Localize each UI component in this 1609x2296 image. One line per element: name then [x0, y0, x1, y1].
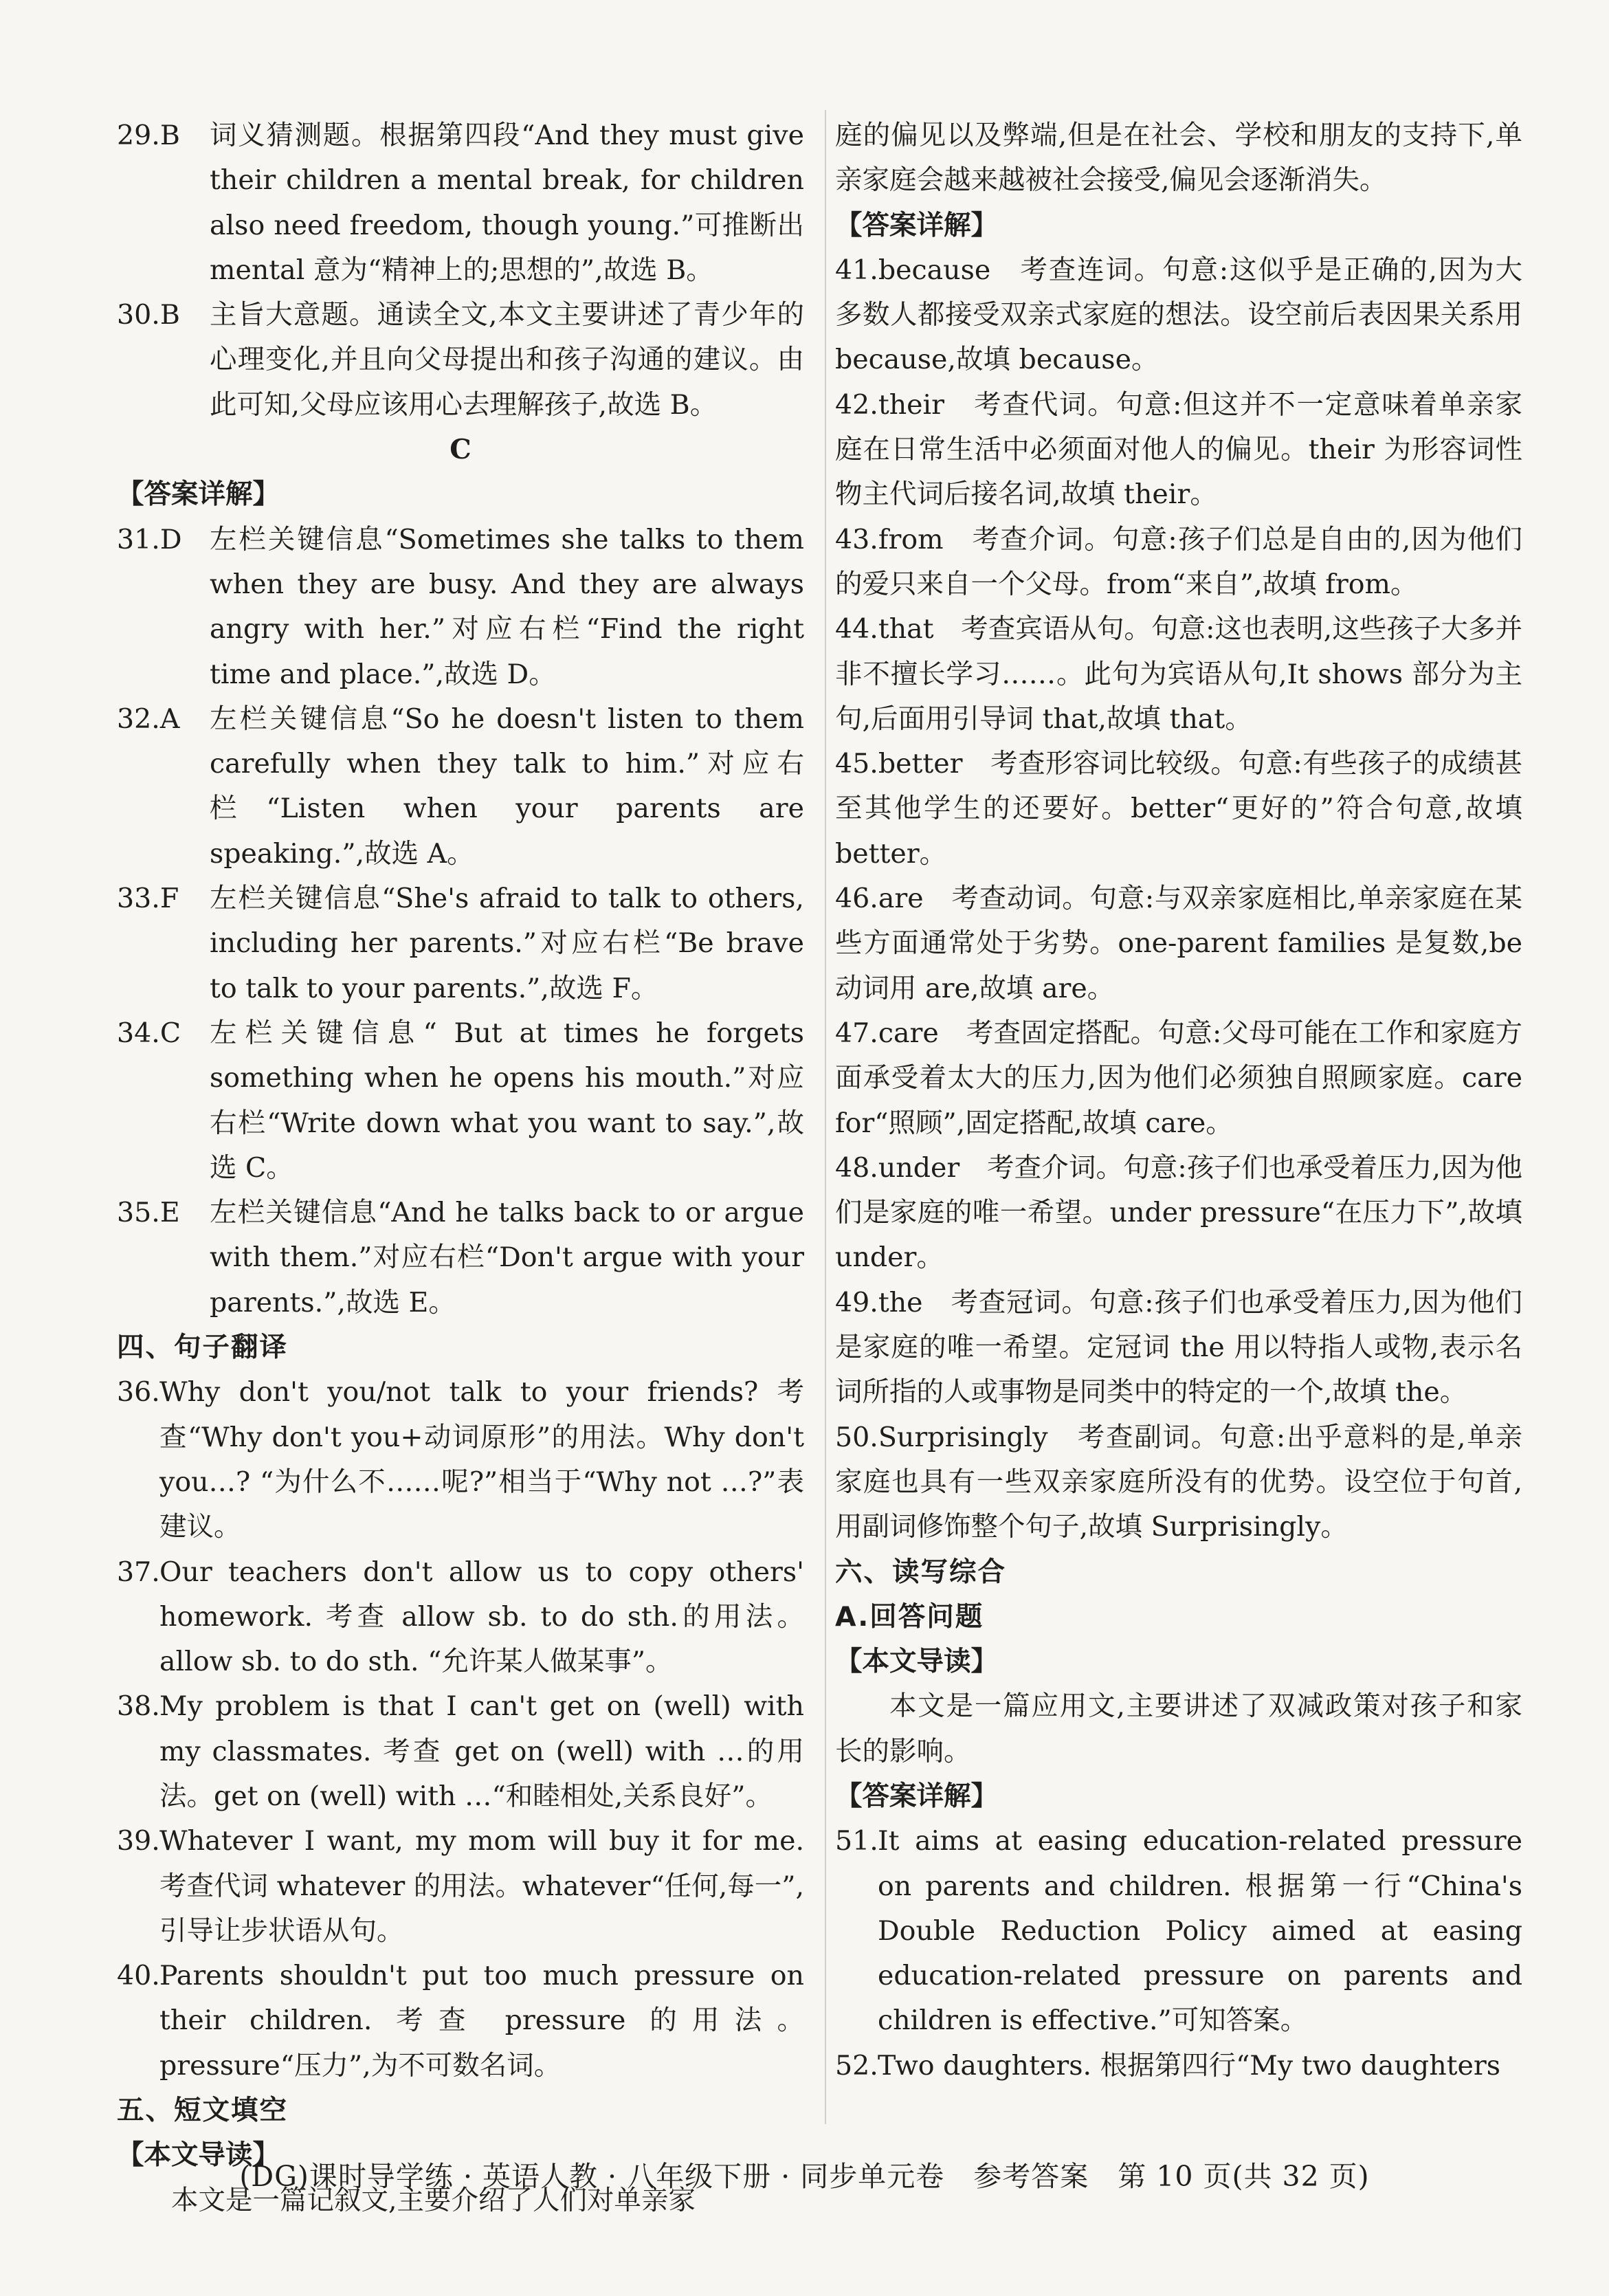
item-number: 36.	[117, 1376, 160, 1409]
item-text: Our teachers don't allow us to copy others' homework. 考查 allow sb. to do sth.的用法。allow sb. to do sth. “允许某人做某事”。	[159, 1556, 804, 1678]
fill-item	[835, 607, 1522, 742]
intro-text: 本文是一篇应用文,主要讲述了双减政策对孩子和家长的影响。	[835, 1690, 1522, 1767]
right-column	[835, 113, 1522, 2088]
item-number: 47.care	[835, 1017, 939, 1049]
answer-detail-label: 【答案详解】	[117, 478, 280, 511]
translation-item	[117, 1370, 804, 1549]
fill-item	[835, 1011, 1522, 1146]
translation-item	[117, 1954, 804, 2088]
item-text: 左栏关键信息“And he talks back to or argue with them.”对应右栏“Don't argue with your parents.”,故选 E。	[210, 1197, 804, 1318]
item-text: 考查冠词。句意:孩子们也承受着压力,因为他们是家庭的唯一希望。定冠词 the 用以特指人或物,表示名词所指的人或事物是同类中的特定的一个,故填 the。	[835, 1286, 1523, 1409]
item-number: 48.under	[835, 1151, 960, 1184]
answer-item	[117, 1191, 804, 1325]
item-text: 考查副词。句意:出乎意料的是,单亲家庭也具有一些双亲家庭所没有的优势。设空位于句首,用副词修饰整个句子,故填 Surprisingly。	[835, 1421, 1522, 1543]
fill-item	[835, 518, 1522, 608]
item-text: 左栏关键信息“Sometimes she talks to them when they are busy. And they are always angry with her.”对应右栏“Find the right time and place.”,故选 D。	[210, 523, 804, 690]
item-text: 左栏关键信息“So he doesn't listen to them carefully when they talk to him.”对应右栏“Listen when your parents are speaking.”,故选 A。	[210, 703, 804, 870]
answer-item	[117, 697, 804, 876]
item-number: 52.	[835, 2049, 878, 2082]
item-text: 考查宾语从句。句意:这也表明,这些孩子大多并非不擅长学习……。此句为宾语从句,It shows 部分为主句,后面用引导词 that,故填 that。	[835, 613, 1522, 735]
item-number: 33.F	[117, 883, 179, 915]
answer-item	[117, 518, 804, 697]
part-a-heading: A.回答问题	[835, 1600, 984, 1633]
item-text: 考查固定搭配。句意:父母可能在工作和家庭方面承受着太大的压力,因为他们必须独自照顾家庭。care for“照顾”,固定搭配,故填 care。	[835, 1017, 1523, 1139]
answer-item	[117, 876, 804, 1011]
item-number: 32.A	[117, 703, 180, 735]
item-text: 左栏关键信息“ But at times he forgets something when he opens his mouth.”对应右栏“Write down what you want to say.”,故选 C。	[210, 1017, 804, 1184]
item-number: 29.B	[117, 120, 180, 151]
section-four-heading: 四、句子翻译	[117, 1332, 288, 1364]
translation-item	[117, 1684, 804, 1819]
item-number: 34.C	[117, 1017, 181, 1049]
item-number: 45.better	[835, 748, 963, 780]
item-text: My problem is that I can't get on (well) with my classmates. 考查 get on (well) with …的用法。get on (well) with …“和睦相处,关系良好”。	[159, 1690, 804, 1812]
item-number: 44.that	[835, 613, 934, 645]
fill-item	[835, 248, 1522, 383]
section-five-heading: 五、短文填空	[117, 2095, 288, 2127]
fill-item	[835, 1146, 1522, 1281]
translation-item	[117, 1550, 804, 1685]
item-text: 词义猜测题。根据第四段“And they must give their children a mental break, for children also need freedom, though young.”可推断出 mental 意为“精神上的;思想的”,故选 B。	[210, 120, 804, 286]
item-text: 考查形容词比较级。句意:有些孩子的成绩甚至其他学生的还要好。better“更好的”符合句意,故填 better。	[835, 748, 1523, 870]
item-number: 35.E	[117, 1197, 180, 1229]
item-number: 41.because	[835, 254, 991, 286]
item-text: Two daughters. 根据第四行“My two daughters	[878, 2049, 1501, 2082]
item-text: 左栏关键信息“She's afraid to talk to others, including her parents.”对应右栏“Be brave to talk to your parents.”,故选 F。	[210, 883, 804, 1004]
fill-item	[835, 383, 1522, 518]
item-text: Whatever I want, my mom will buy it for me. 考查代词 whatever 的用法。whatever“任何,每一”,引导让步状语从句。	[159, 1825, 804, 1947]
item-text: Why don't you/not talk to your friends? 考查“Why don't you+动词原形”的用法。Why don't you…? “为什么不……呢?”相当于“Why not …?”表建议。	[159, 1376, 804, 1543]
item-number: 49.the	[835, 1286, 923, 1318]
item-number: 37.	[117, 1556, 160, 1588]
item-text: 主旨大意题。通读全文,本文主要讲述了青少年的心理变化,并且向父母提出和孩子沟通的建议。由此可知,父母应该用心去理解孩子,故选 B。	[210, 299, 804, 421]
item-number: 46.are	[835, 883, 924, 915]
section-six-heading: 六、读写综合	[835, 1556, 1006, 1588]
intro-continuation: 庭的偏见以及弊端,但是在社会、学校和朋友的支持下,单亲家庭会越来越被社会接受,偏见会逐渐消失。	[835, 120, 1522, 197]
item-number: 30.B	[117, 299, 180, 331]
fill-item	[835, 1281, 1522, 1415]
item-text: It aims at easing education-related pressure on parents and children. 根据第一行“China's Double Reduction Policy aimed at easing education-related pressure on parents and children is effective.”可知答案。	[878, 1825, 1522, 2037]
answer-detail-label: 【答案详解】	[835, 209, 998, 241]
answer-item	[117, 293, 804, 428]
item-number: 43.from	[835, 523, 944, 555]
item-text: 考查介词。句意:孩子们也承受着压力,因为他们是家庭的唯一希望。under pressure“在压力下”,故填 under。	[835, 1151, 1522, 1274]
left-column	[117, 113, 804, 2223]
answer-item	[117, 113, 804, 293]
answer-detail-label: 【答案详解】	[835, 1780, 998, 1812]
fill-item	[835, 876, 1522, 1011]
item-number: 38.	[117, 1690, 160, 1723]
item-number: 50.Surprisingly	[835, 1421, 1048, 1453]
fill-item	[835, 1415, 1522, 1550]
item-number: 51.	[835, 1825, 878, 1857]
item-text: 考查连词。句意:这似乎是正确的,因为大多数人都接受双亲式家庭的想法。设空前后表因果关系用 because,故填 because。	[835, 254, 1522, 376]
answer-item	[117, 1011, 804, 1191]
item-number: 39.	[117, 1825, 160, 1857]
column-divider	[825, 110, 826, 2124]
item-text: Parents shouldn't put too much pressure on their children. 考查 pressure 的用法。pressure“压力”,为不可数名词。	[159, 1960, 804, 2082]
item-text: 考查动词。句意:与双亲家庭相比,单亲家庭在某些方面通常处于劣势。one-parent families 是复数,be 动词用 are,故填 are。	[835, 883, 1522, 1004]
intro-label: 【本文导读】	[117, 2139, 280, 2172]
rw-item	[835, 1819, 1522, 2043]
item-text: 考查介词。句意:孩子们总是自由的,因为他们的爱只来自一个父母。from“来自”,故填 from。	[835, 523, 1522, 600]
item-number: 31.D	[117, 523, 182, 555]
intro-label: 【本文导读】	[835, 1646, 998, 1678]
intro-text: 本文是一篇记叙文,主要介绍了人们对单亲家	[171, 2184, 696, 2216]
item-text: 考查代词。句意:但这并不一定意味着单亲家庭在日常生活中必须面对他人的偏见。their 为形容词性物主代词后接名词,故填 their。	[835, 388, 1523, 511]
item-number: 40.	[117, 1960, 160, 1992]
page-footer: (DG)课时导学练 · 英语人教 · 八年级下册 · 同步单元卷 参考答案 第 10 页(共 32 页)	[239, 2160, 1370, 2193]
item-number: 42.their	[835, 388, 945, 421]
section-c-heading: C	[450, 434, 471, 466]
fill-item	[835, 742, 1522, 876]
rw-item	[835, 2044, 1522, 2088]
translation-item	[117, 1819, 804, 1954]
